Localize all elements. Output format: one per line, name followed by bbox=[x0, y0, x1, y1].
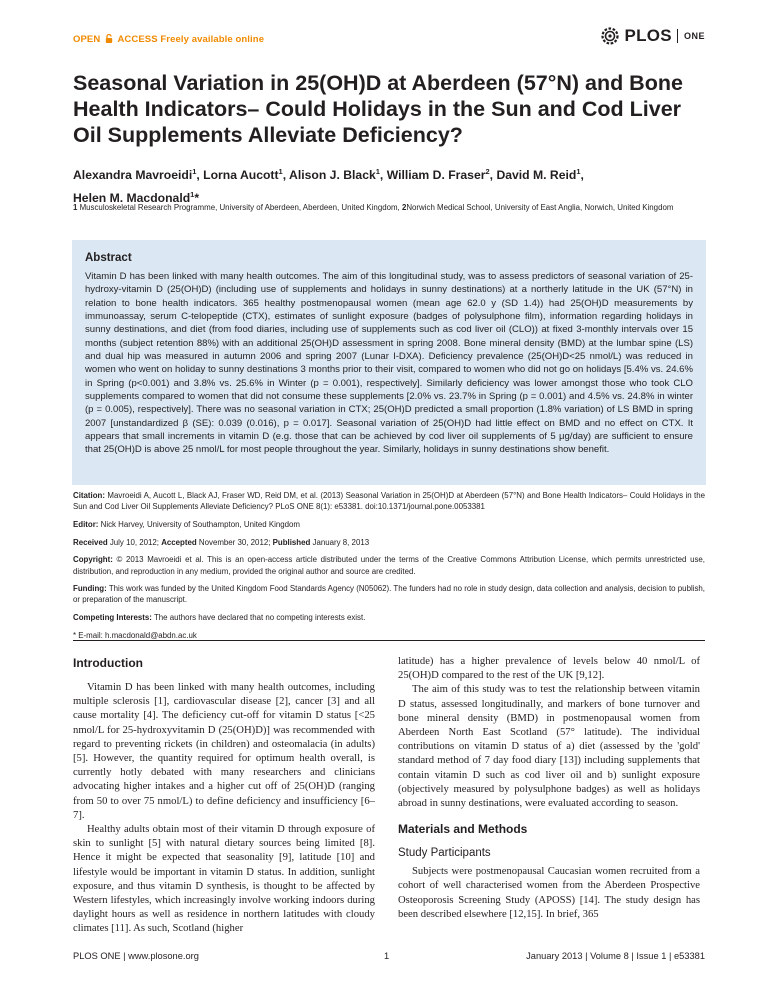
corresponding-author[interactable]: Helen M. Macdonald$^1$ bbox=[73, 190, 195, 206]
author-line-2: Helen M. Macdonald$^1$* bbox=[73, 190, 200, 206]
editor: Editor: Nick Harvey, University of Southampton, United Kingdom bbox=[73, 519, 301, 529]
journal-mark: PLOS bbox=[624, 26, 672, 45]
article-metadata bbox=[73, 490, 705, 648]
open-label: OPEN bbox=[73, 34, 101, 45]
article-title: Seasonal Variation in 25(OH)D at Aberdeen (57°N) and Bone Health Indicators– Could Holidays in the Sun and Cod Liver Oil Supplements Alleviate Deficiency? bbox=[73, 71, 683, 147]
author[interactable]: Alexandra Mavroeidi$^1$ bbox=[73, 167, 197, 183]
access-label: ACCESS Freely available online bbox=[117, 34, 265, 45]
journal-logo[interactable] bbox=[600, 26, 705, 46]
open-access-banner bbox=[73, 34, 264, 45]
paragraph: Vitamin D has been linked with many health outcomes, including multiple sclerosis [1], cardiovascular disease [2], cancer [3] and all cause mortality [4]. The deficiency cut-off for vitamin D status [<25 nmol/L for 25-hydroxyvitamin D (25(OH)D)] was recommended with regard to preventing rickets (in children) and osteomalacia (in adults) [5]. However, the quantity required for optimum health overall, is currently hotly debated with many researchers and clinicians advocating higher intakes and a higher cut off of 25(OH)D (ranging from 50 to over 75 nmol/L) to define deficiency and insufficiency [6–7]. bbox=[73, 682, 375, 821]
section-divider bbox=[73, 640, 705, 641]
plos-gear-icon bbox=[600, 26, 620, 46]
dates: Received July 10, 2012; Accepted November 30, 2012; Published January 8, 2013 bbox=[73, 537, 370, 547]
abstract-box bbox=[72, 240, 706, 485]
funding: Funding: This work was funded by the United Kingdom Food Standards Agency (N05062). The funders had no role in study design, data collection and analysis, decision to publish, or preparation of the manuscript. bbox=[73, 584, 705, 605]
copyright: Copyright: © 2013 Mavroeidi et al. This is an open-access article distributed under the terms of the Creative Commons Attribution License, which permits unrestricted use, distribution, and reproduction in any medium, provided the original author and source are credited. bbox=[73, 555, 705, 576]
logo-divider bbox=[677, 29, 678, 43]
paragraph: Healthy adults obtain most of their vitamin D through exposure of skin to sunlight [5] with natural dietary sources being limited [8]. Hence it might be expected that seasonality [9], latitude [10] and lifestyle would be important in vitamin D status. In addition, sunlight exposure, and thus vitamin D synthesis, is thought to be affected by Western lifestyles, which increasingly involve working indoors during daylight hours as well as residence in northern latitudes with cloudy climates [11]. As such, Scotland (higher bbox=[73, 824, 375, 935]
author[interactable]: David M. Reid$^1$ bbox=[496, 167, 581, 183]
study-participants-heading: Study Participants bbox=[398, 847, 491, 860]
author[interactable]: Alison J. Black$^1$ bbox=[289, 167, 380, 183]
author[interactable]: Lorna Aucott$^1$ bbox=[203, 167, 283, 183]
paragraph: The aim of this study was to test the relationship between vitamin D status, assessed longitudinally, and markers of bone turnover and bone mineral density (BMD) in postmenopausal women from Aberdeen North East Scotland (57° latitude). The individual contributions on vitamin D status of a) diet (assessed by the 'gold' standard method of 7 day food diary [13]) including supplements that contain vitamin D such as cod liver oil and b) sunlight exposure (objectively measured by polysulphone badges) as well as holidays abroad in sunny destinations, were evaluated according to season. bbox=[398, 684, 700, 810]
paragraph: Subjects were postmenopausal Caucasian women recruited from a cohort of well characterised women from the Aberdeen Prospective Osteoporosis Screening Study (APOSS) [14]. The study design has been described elsewhere [12,15]. In brief, 365 bbox=[398, 866, 700, 920]
author[interactable]: William D. Fraser$^2$ bbox=[386, 167, 490, 183]
paragraph: latitude) has a higher prevalence of levels below 40 nmol/L of 25(OH)D compared to the rest of the UK [9,12]. bbox=[398, 656, 700, 682]
footer-issue: January 2013 | Volume 8 | Issue 1 | e53381 bbox=[526, 951, 705, 961]
journal-suffix: ONE bbox=[683, 31, 705, 41]
page-number: 1 bbox=[384, 951, 390, 961]
introduction-heading: Introduction bbox=[73, 656, 143, 670]
open-lock-icon bbox=[105, 34, 113, 43]
abstract-text: Vitamin D has been linked with many health outcomes. The aim of this longitudinal study, was to assess predictors of seasonal variation of 25-hydroxy-vitamin D (25(OH)D) (including use of supplements and holidays in sunny destinations) at a northerly latitude in the UK (57°N) in relation to bone health indicators. 365 healthy postmenopausal women (mean age 62.0 y (SD 1.4)) had 25(OH)D measurements by immunoassay, serum C-telopeptide (CTX), estimates of sunlight exposure (badges of polysulphone film), information regarding holidays in sunny destinations, and diet (from food diaries, including use of supplements such as cod liver oil (CLO)) at fixed 3-monthly intervals over 15 months (subject retention 88%) with an additional 25(OH)D assessment in spring 2008. Bone mineral density (BMD) at the lumbar spine (LS) and dual hip was measured in autumn 2006 and spring 2007 (Lunar I-DXA). Deficiency prevalence (25(OH)D<25 nmol/L) was reduced in women who went on holiday to sunny destinations 3 months prior to their visit, compared to women who did not go on holidays [5.4% vs. 24.6% in Spring (p<0.001) and 3.8% vs. 25.6% in Winter (p = 0.001), respectively]. Similarly deficiency was lower amongst those who took CLO supplements compared to women that did not consume these supplements [2.0% vs. 23.7% in Spring (p = 0.001) and 4.5% vs. 24.8% in winter (p = 0.005), respectively]. There was no seasonal variation in CTX; 25(OH)D predicted a small proportion (1.8% variation) of LS BMD in spring 2007 [unstandardized β (SE): 0.039 (0.016), p = 0.017]. Seasonal variation of 25(OH)D had little effect on BMD and no effect on CTX. It appears that small increments in vitamin D (e.g. those that can be achieved by cod liver oil supplements of 5 μg/day) are sufficient to ensure that 25(OH)D is above 25 nmol/L for most people throughout the year. Similarly, holidays in sunny destinations show benefit. bbox=[85, 271, 693, 456]
right-column bbox=[398, 655, 700, 922]
author-line-1: Alexandra Mavroeidi$^1$, Lorna Aucott$^1$, Alison J. Black$^1$, William D. Fraser$^2$, David M. Reid$^1$, bbox=[73, 167, 584, 183]
citation: Citation: Mavroeidi A, Aucott L, Black AJ, Fraser WD, Reid DM, et al. (2013) Seasonal Variation in 25(OH)D at Aberdeen (57°N) and Bone Health Indicators– Could Holidays in the Sun and Cod Liver Oil Supplements Alleviate Deficiency? PLoS ONE 8(1): e53381. doi:10.1371/journal.pone.0053381 bbox=[73, 491, 705, 512]
affiliations: 1 Musculoskeletal Research Programme, University of Aberdeen, Aberdeen, United Kingdom, 2Norwich Medical School, University of East Anglia, Norwich, United Kingdom bbox=[73, 203, 674, 212]
left-column bbox=[73, 655, 375, 937]
abstract-heading: Abstract bbox=[85, 252, 132, 264]
methods-heading: Materials and Methods bbox=[398, 822, 528, 837]
email[interactable]: * E-mail: h.macdonald@abdn.ac.uk bbox=[73, 630, 197, 640]
footer-journal[interactable]: PLOS ONE | www.plosone.org bbox=[73, 951, 199, 961]
competing-interests: Competing Interests: The authors have declared that no competing interests exist. bbox=[73, 613, 366, 623]
